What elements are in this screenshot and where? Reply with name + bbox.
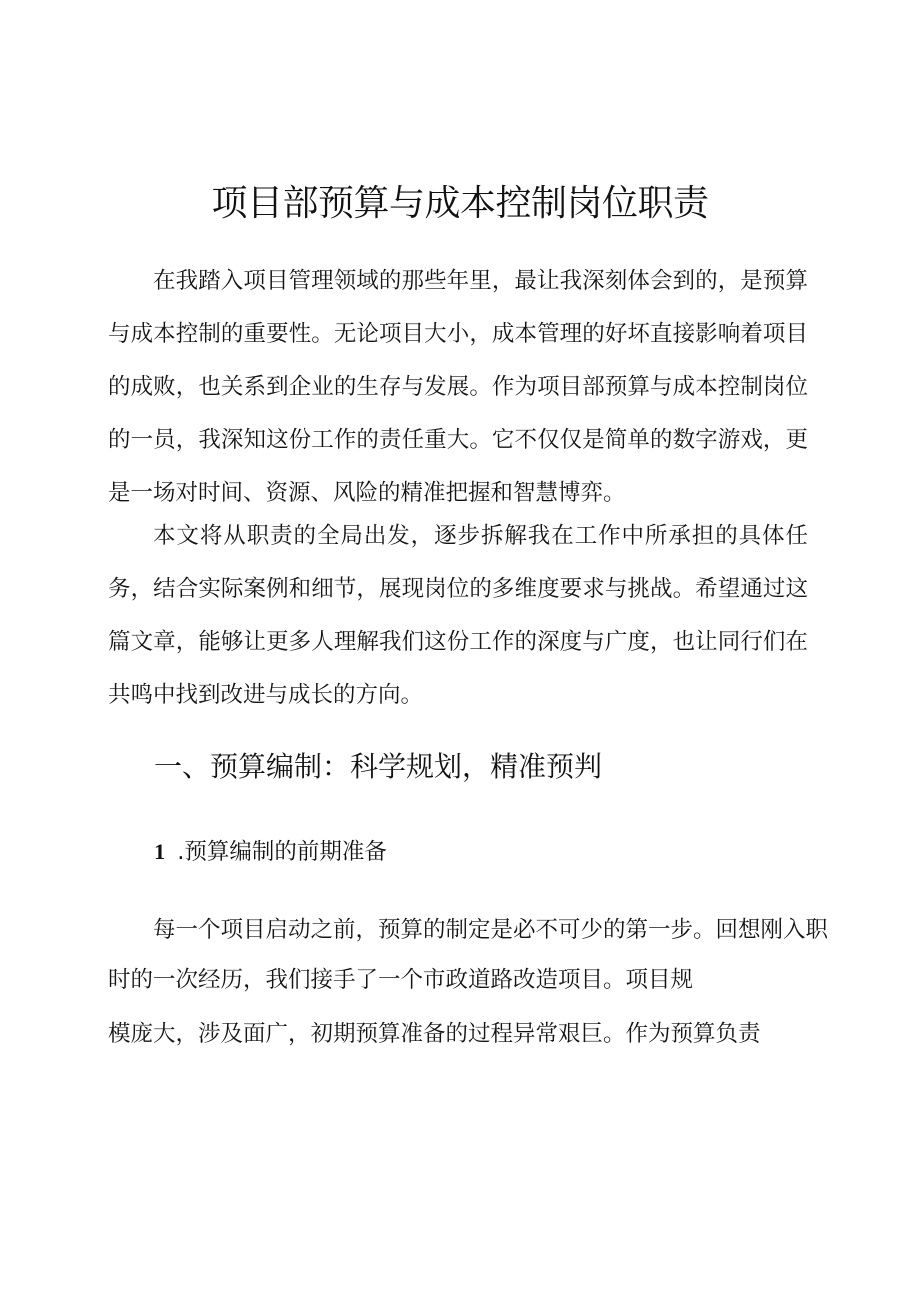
intro-paragraph-2: 本文将从职责的全局出发，逐步拆解我在工作中所承担的具体任务，结合实际案例和细节，展现岗位的多维度要求与挑战。希望通过这篇文章，能够让更多人理解我们这份工作的深度与广度，也让同行们在共鸣中找到改进与成长的方向。 [108,523,808,708]
body-line-1: 每一个项目启动之前，预算的制定是必不可少的第一步。回想刚入职 [153,917,829,943]
subsection-heading [154,832,387,872]
subsection-number: 1 [154,839,166,864]
body-line-3: 模庞大，涉及面广，初期预算准备的过程异常艰巨。作为预算负责 [108,1021,761,1047]
intro-paragraph-1: 在我踏入项目管理领域的那些年里，最让我深刻体会到的，是预算与成本控制的重要性。无论项目大小，成本管理的好坏直接影响着项目的成败，也关系到企业的生存与发展。作为项目部预算与成本控制岗位的一员，我深知这份工作的责任重大。它不仅仅是简单的数字游戏，更是一场对时间、资源、风险的精准把握和智慧博弈。 [108,268,808,506]
section-heading: 一、预算编制：科学规划，精准预判 [154,750,603,783]
body-line-2: 时的一次经历，我们接手了一个市政道路改造项目。项目规 [108,967,694,993]
document-title: 项目部预算与成本控制岗位职责 [211,183,709,224]
subsection-title: .预算编制的前期准备 [177,839,387,865]
